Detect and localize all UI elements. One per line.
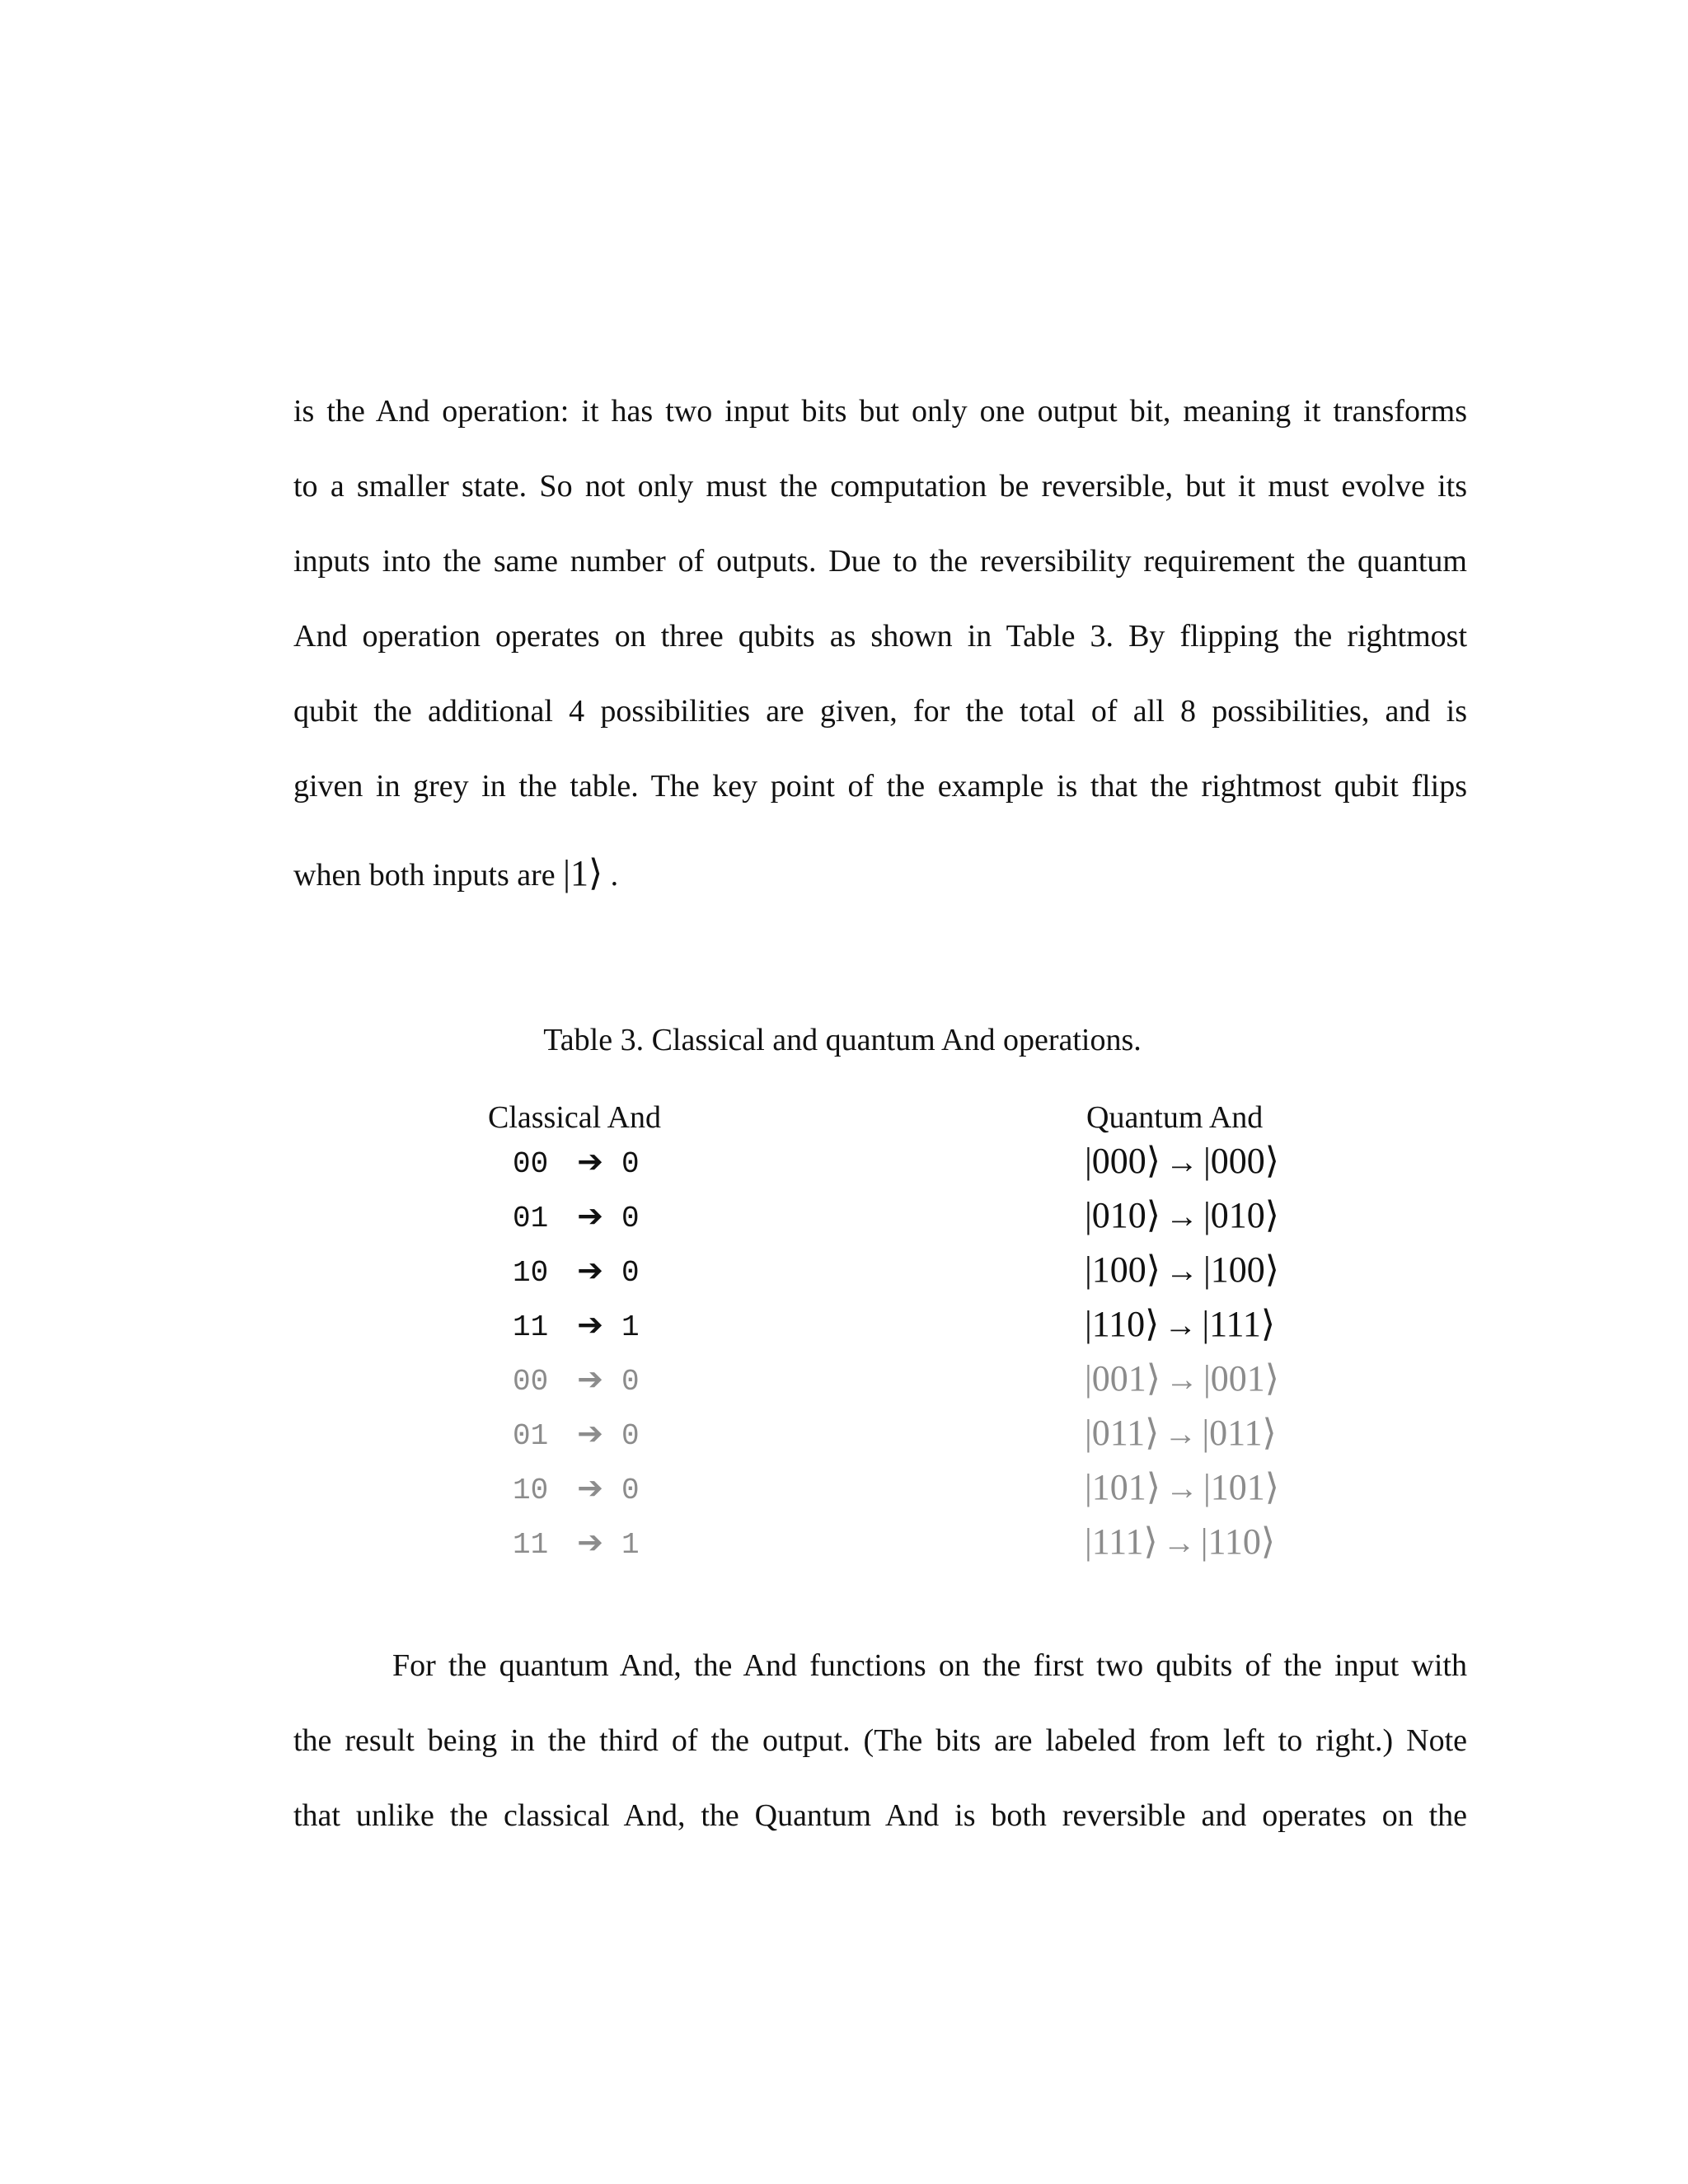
quantum-output-ket: |110⟩ — [1200, 1521, 1276, 1562]
classical-output: 0 — [621, 1419, 640, 1453]
arrow-right-icon: → — [1165, 1143, 1198, 1180]
quantum-input-ket: |101⟩ — [1085, 1467, 1160, 1507]
arrow-right-icon: → — [1164, 1415, 1198, 1452]
quantum-output-ket: |101⟩ — [1203, 1467, 1279, 1507]
arrow-right-icon: → — [1165, 1197, 1198, 1235]
quantum-output-ket: |011⟩ — [1202, 1413, 1277, 1453]
classical-row — [513, 1188, 640, 1243]
arrow-right-icon: ➔ — [577, 1524, 603, 1560]
table-caption: Table 3. Classical and quantum And operations. — [543, 1023, 1142, 1057]
paragraph-line: is the And operation: it has two input bits but only one output bit, meaning it transforms — [293, 394, 1467, 429]
arrow-right-icon: ➔ — [577, 1469, 603, 1506]
classical-output: 0 — [621, 1256, 640, 1290]
quantum-row — [1085, 1297, 1275, 1352]
classical-input: 00 — [513, 1147, 549, 1181]
quantum-input-ket: |001⟩ — [1085, 1358, 1160, 1399]
paragraph-line: And operation operates on three qubits as shown in Table 3. By flipping the rightmost — [293, 619, 1467, 654]
quantum-output-ket: |001⟩ — [1203, 1358, 1279, 1399]
paragraph-intro — [293, 374, 1467, 923]
classical-output: 0 — [621, 1147, 640, 1181]
classical-output: 0 — [621, 1365, 640, 1399]
sentence-period: . — [610, 858, 619, 893]
quantum-row — [1085, 1406, 1277, 1460]
paragraph-line: inputs into the same number of outputs. Due to the reversibility requirement the quantum — [293, 544, 1467, 579]
arrow-right-icon: → — [1162, 1524, 1196, 1561]
quantum-row — [1085, 1188, 1279, 1243]
quantum-row — [1085, 1515, 1275, 1569]
classical-row — [513, 1297, 640, 1352]
arrow-right-icon: → — [1164, 1306, 1198, 1343]
classical-output: 1 — [621, 1528, 640, 1562]
quantum-input-ket: |011⟩ — [1085, 1413, 1160, 1453]
classical-row — [513, 1243, 640, 1297]
classical-output: 0 — [621, 1474, 640, 1507]
classical-row — [513, 1352, 640, 1406]
quantum-row — [1085, 1134, 1279, 1188]
paragraph-last-line — [293, 824, 1467, 923]
arrow-right-icon: ➔ — [577, 1252, 603, 1288]
classical-row — [513, 1515, 640, 1569]
paragraph-line: that unlike the classical And, the Quantum And is both reversible and operates on the — [293, 1798, 1467, 1833]
paragraph-line: qubit the additional 4 possibilities are given, for the total of all 8 possibilities, and is — [293, 694, 1467, 729]
classical-output: 1 — [621, 1310, 640, 1344]
arrow-right-icon: → — [1165, 1469, 1198, 1507]
arrow-right-icon: ➔ — [577, 1306, 603, 1343]
paragraph-quantum-and — [293, 1629, 1467, 1854]
paragraph-line-text: when both inputs are — [293, 858, 556, 893]
quantum-output-ket: |010⟩ — [1203, 1195, 1279, 1235]
quantum-output-ket: |111⟩ — [1202, 1304, 1276, 1344]
classical-input: 01 — [513, 1419, 549, 1453]
classical-row — [513, 1134, 640, 1188]
arrow-right-icon: ➔ — [577, 1361, 603, 1397]
classical-input: 11 — [513, 1528, 549, 1562]
paragraph-line: the result being in the third of the output. (The bits are labeled from left to right.) Note — [293, 1723, 1467, 1758]
classical-and-header: Classical And — [488, 1100, 662, 1135]
classical-output: 0 — [621, 1202, 640, 1235]
arrow-right-icon: → — [1165, 1361, 1198, 1398]
arrow-right-icon: → — [1165, 1252, 1198, 1289]
classical-row — [513, 1406, 640, 1460]
quantum-input-ket: |111⟩ — [1085, 1521, 1158, 1562]
quantum-output-ket: |000⟩ — [1203, 1141, 1279, 1181]
quantum-input-ket: |100⟩ — [1085, 1249, 1160, 1290]
quantum-input-ket: |010⟩ — [1085, 1195, 1160, 1235]
quantum-output-ket: |100⟩ — [1203, 1249, 1279, 1290]
quantum-and-header: Quantum And — [1086, 1100, 1264, 1135]
ket-one: |1⟩ — [563, 853, 603, 893]
paragraph-line: For the quantum And, the And functions on the first two qubits of the input with — [392, 1648, 1467, 1683]
quantum-row — [1085, 1352, 1279, 1406]
quantum-input-ket: |110⟩ — [1085, 1304, 1160, 1344]
classical-input: 11 — [513, 1310, 549, 1344]
classical-input: 01 — [513, 1202, 549, 1235]
classical-row — [513, 1460, 640, 1515]
classical-input: 00 — [513, 1365, 549, 1399]
quantum-row — [1085, 1460, 1279, 1515]
classical-input: 10 — [513, 1256, 549, 1290]
arrow-right-icon: ➔ — [577, 1143, 603, 1179]
paragraph-line: to a smaller state. So not only must the computation be reversible, but it must evolve its — [293, 469, 1467, 504]
arrow-right-icon: ➔ — [577, 1415, 603, 1451]
paragraph-line: given in grey in the table. The key point of the example is that the rightmost qubit flips — [293, 769, 1467, 804]
arrow-right-icon: ➔ — [577, 1197, 603, 1234]
classical-input: 10 — [513, 1474, 549, 1507]
quantum-row — [1085, 1243, 1279, 1297]
quantum-input-ket: |000⟩ — [1085, 1141, 1160, 1181]
